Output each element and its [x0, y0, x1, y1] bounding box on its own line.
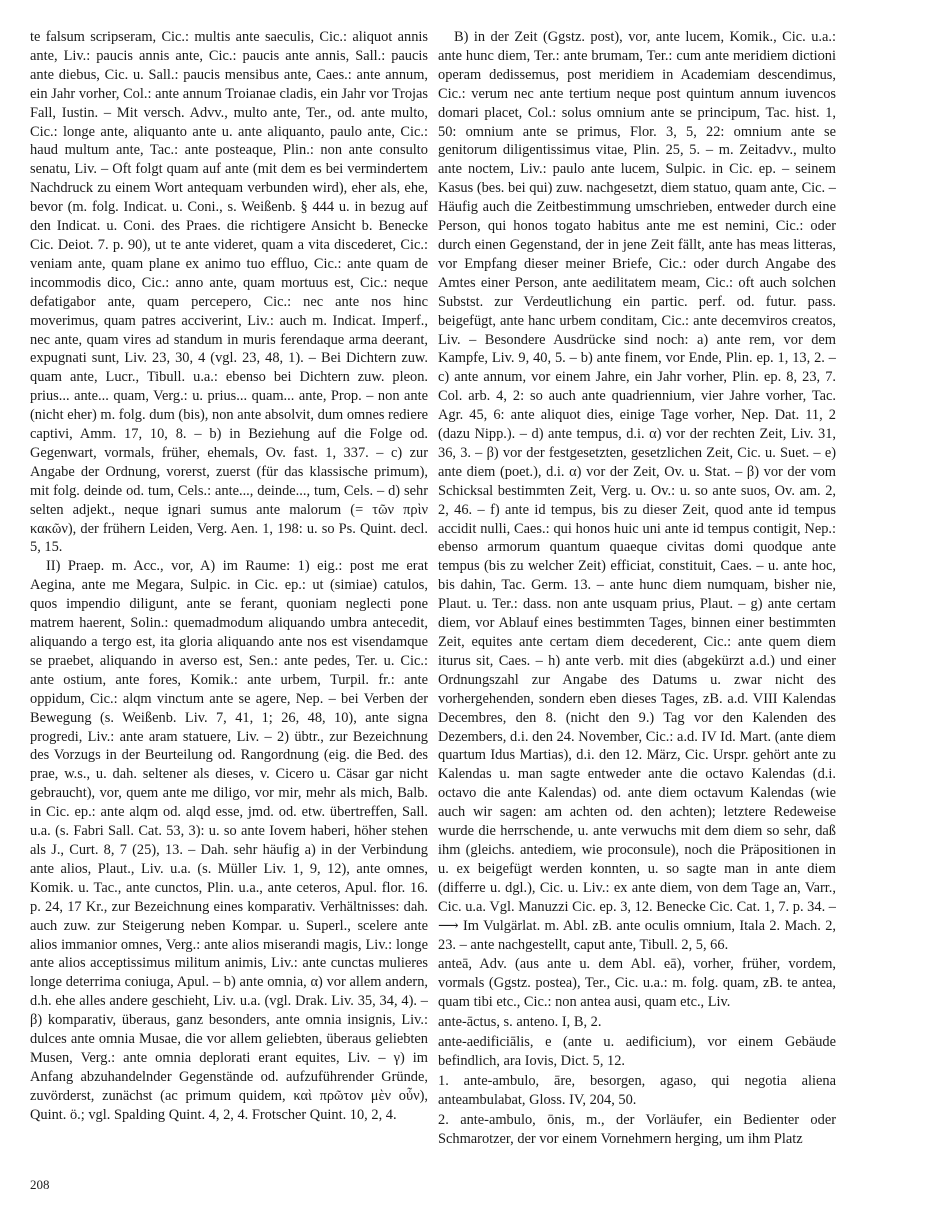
entry-ante-ambulo-noun: 2. ante-ambulo, ōnis, m., der Vorläufer, ein Bedienter oder Schmarotzer, der vor einem Vornehmern herging, um ihm Platz — [438, 1111, 836, 1147]
left-paragraph-praep: II) Praep. m. Acc., vor, A) im Raume: 1) eig.: post me erat Aegina, ante me Megara, Sulpic. in Cic. ep.: ut (simiae) catulos, quos impendio diligunt, ante se ferant, quoniam neglecti pone matrem haerent, Solin.: quemadmodum aliquando umbra antecedit, aliquando a tergo est, ita gloria aliquando ante nos est visendamque se praebet, aliquando in averso est, Sen.: ante pedes, Ter. u. Cic.: ante ostium, ante fores, Komik.: ante urbem, Turpil. fr.: ante oppidum, Cic.: alqm vinctum ante se agere, Nep. – bei Verben der Bewegung (s. Weißenb. Liv. 7, 41, 1; 26, 48, 10), ante signa progredi, Liv.: ante aram statuere, Liv. – 2) übtr., zur Bezeichnung des Vorzugs in der Beurteilung od. Rangordnung (eig. die Bed. des prae, w.s., u. dah. seltener als dieses, v. Cicero u. Cäsar gar nicht gebraucht), vor, quem ante me diligo, vor mir, mehr als mich, Balb. in Cic. ep.: ante alqm od. alqd esse, jmd. od. etw. übertreffen, Sall. u.a. (s. Fabri Sall. Cat. 53, 3): u. so ante Iovem haberi, höher stehen als J., Curt. 8, 7 (25), 13. – Dah. sehr häufig a) in der Verbindung ante alios, Plaut., Liv. u.a. (s. Müller Liv. 1, 9, 12), ante omnes, Komik. u. Tac., ante cunctos, Plin. u.a., ante ceteros, Apul. flor. 16. p. 24, 17 Kr., zur Bezeichnung eines komparativ. Verhältnisses: dah. auch zuw. zur Steigerung neben Kompar. u. Superl., scelere ante alios immanior omnes, Verg.: ante alios miserandi magis, Liv.: longe ante alios acceptissimus militum animis, Liv.: ante cunctas mulieres longe deterrima coniuga, Apul. – b) ante omnia, α) vor allem andern, d.h. ehe alles andere geschieht, Liv. u.a. (vgl. Drak. Liv. 35, 34, 4). – β) komparativ, überaus, ganz besonders, ante omnia insignis, Liv.: dulces ante omnia Musae, die vor allem geliebten, überaus geliebten Musen, Verg.: ante omnia deplorati erant equites, Liv. – γ) im Anfang abzuhandelnder Gegenstände od. aufzuführender Gründe, zuvörderst, zunächst (ac primum quidem, καὶ πρῶτον μὲν οὖν), Quint. ö.; vgl. Spalding Quint. 4, 2, 4. Frotscher Quint. 10, 2, 4. — [30, 558, 428, 1123]
right-column — [438, 28, 836, 1168]
entry-ante-actus: ante-āctus, s. anteno. I, B, 2. — [438, 1014, 602, 1031]
page-number: 208 — [30, 1177, 50, 1192]
entry-ante-ambulo-verb: 1. ante-ambulo, āre, besorgen, agaso, qui negotia aliena anteambulabat, Gloss. IV, 204, 50. — [438, 1072, 836, 1108]
left-paragraph-continuation: te falsum scripseram, Cic.: multis ante saeculis, Cic.: aliquot annis ante, Liv.: paucis annis ante, Cic.: paucis ante annis, Sall.: paucis ante diebus, Cic. u. Sall.: paucis mensibus ante, Caes.: ante annum, ein Jahr vorher, Col.: ante annum Troianae cladis, ein Jahr vor Trojas Fall, Iustin. – Mit versch. Advv., multo ante, Ter., od. ante multo, Cic.: longe ante, aliquanto ante u. ante aliquanto, paulo ante, Cic.: haud multum ante, Tac.: ante posteaque, Plin.: non ante consulto senatu, Liv. – Oft folgt quam auf ante (mit dem es bei vermindertem Nachdruck zu einem Wort antequam verbunden wird), eher als, ehe, bevor (m. folg. Indicat. u. Coni., s. Weißenb. § 444 u. in bezug auf den Indicat. u. Coni. des Praes. die richtigere Ansicht b. Benecke Cic. Deiot. 7. p. 90), ut te ante videret, quam a vita discederet, Cic.: veniam ante, quam plane ex animo tuo effluo, Cic.: ante quam de incommodis dico, Cic.: anno ante, quam mortuus est, Cic.: neque defatigabor ante, quam percepero, Cic.: nec ante nos hinc moverimus, quam patres acciverint, Liv.: auch m. Indicat. Imperf., nec ante, quam vires ad standum in muris ferendaque arma deerant, expugnati sunt, Liv. 23, 30, 4 (vgl. 23, 48, 1). – Bei Dichtern zuw. quam ante, Lucr., Tibull. u.a.: ebenso bei Dichtern zuw. pleon. prius... ante... quam, Verg.: u. prius... quam... ante, Prop. – non ante (nicht eher) m. folg. dum (bis), non ante absolvit, dum omnes rediere captivi, Amm. 17, 10, 8. – b) in Beziehung auf die Folge od. Gegenwart, vormals, früher, ehemals, Ov. fast. 1, 337. – c) zur Angabe der Ordnung, vorerst, zuerst (für das klassische primum), mit folg. deinde od. tum, Cels.: ante..., deinde..., tum, Cels. – d) sehr selten adjekt., neque ignari sumus ante malorum (= τῶν πρὶν κακῶν), der frühern Leiden, Verg. Aen. 1, 198: u. so Ps. Quint. decl. 5, 15. — [30, 29, 428, 556]
entry-ante-aedificialis: ante-aedificiālis, e (ante u. aedificium), vor einem Gebäude befindlich, ara Iovis, Dict. 5, 12. — [438, 1034, 836, 1069]
entry-antea: anteā, Adv. (aus ante u. dem Abl. eā), vorher, früher, vordem, vormals (Ggstz. postea), Ter., Cic. u.a.: m. folg. quam, zB. te antea, quam tibi etc., Cic.: non antea ausi, quam etc., Liv. — [438, 956, 836, 1011]
left-column — [30, 28, 428, 1168]
right-paragraph-zeit: B) in der Zeit (Ggstz. post), vor, ante lucem, Komik., Cic. u.a.: ante hunc diem, Ter.: ante brumam, Ter.: cum ante meridiem dictioni operam dedissemus, post meridiem in Academiam descendimus, Cic.: verum nec ante tertium neque post quintum annum iuvencos domari placet, Col.: solus omnium ante se principum, Tac. hist. 1, 50: omnium ante se primus, Flor. 3, 5, 22: omnium ante se genitorum diligentissimus vitae, Plin. 25, 5. – m. Zeitadvv., multo ante noctem, Liv.: paulo ante lucem, Sulpic. in Cic. ep. – seinem Kasus (bes. bei qui) zuw. nachgesetzt, diem statuo, quam ante, Cic. – Häufig auch die Zeitbestimmung umschrieben, entweder durch eine Person, qui honos togato habitus ante me est nemini, Cic.: oder durch einen Gegenstand, der in jene Zeit fällt, ante has meas litteras, vor Empfang dieser meiner Briefe, Cic.: oder durch Angabe des Amtes einer Person, ante aedilitatem meam, Cic.: oft auch solchen Substst. zur Verdeutlichung ein partic. perf. od. futur. pass. beigefügt, ante hanc urbem conditam, Cic.: ante decemviros creatos, Liv. – Besondere Ausdrücke sind noch: a) ante rem, vor dem Kampfe, Liv. 9, 40, 5. – b) ante finem, vor Ende, Plin. ep. 1, 13, 2. – c) ante annum, vor einem Jahre, ein Jahr vorher, Plin. ep. 8, 23, 7. Col. arb. 4, 2: so auch ante quadriennium, vier Jahre vorher, Tac. Agr. 45, 6: ante aliquot dies, einige Tage vorher, Nep. Dat. 11, 2 (dazu Nipp.). – d) ante tempus, d.i. α) vor der rechten Zeit, Liv. 31, 36, 3. – β) vor der festgesetzten, gesetzlichen Zeit, Cic. u. Suet. – e) ante diem (poet.), d.i. α) vor der Zeit, Ov. u. Stat. – β) vor der vom Schicksal bestimmten Zeit, Verg. u. Ov.: u. so ante suos, Ov. am. 2, 2, 46. – f) ante id tempus, bis zu dieser Zeit, quod ante id tempus accidit nulli, Caes.: qui honos huic uni ante id tempus contigit, Nep.: ebenso armorum quantum quaeque civitas domi quodque ante tempus (bis zu welcher Zeit) efficiat, constituit, Caes. – u. ante hoc, bis dahin, Tac. Germ. 13. – ante hunc diem numquam, bisher nie, Plaut. u. Ter.: dass. non ante usquam prius, Plaut. – g) ante certam diem, vor Ablauf eines bestimmten Tages, binnen einer bestimmten Zeit, equites ante certam diem decederent, Cic.: ante quem diem iturus sit, Caes. – h) ante verb. mit dies (abgekürzt a.d.) und einer Ordnungszahl zur Angabe des Datums u. zwar nicht des vorhergehenden, sondern eben dieses Tages, zB. a.d. VIII Kalendas Decembres, den 8. (nicht den 9.) Tag vor den Kalenden des Dezembers, d.i. den 24. November, Cic.: a.d. IV Id. Mart. (ante diem quartum Idus Martias), d.i. den 12. März, Cic. Urspr. gehört ante zu Kalendas u. man sagte entweder ante die octavo Kalendas (d.i. octavo die ante Kalendas) od. ante diem octavum Kalendas (wie auch wir sagen: am achten od. den achten); letztere Redeweise wurde die herrschende, u. ante verwuchs mit dem diem so sehr, daß ihm (gleichs. antediem, wie proconsule), noch die Präpositionen in u. ex beigefügt werden konnten, u. so sagte man in ante diem (differre u. dgl.), Cic. u. Liv.: ex ante diem, von dem Tage an, Varr., Cic. u.a. Vgl. Manuzzi Cic. ep. 3, 12. Benecke Cic. Cat. 1, 7. p. 34. – ⟶ Im Vulgärlat. m. Abl. zB. ante oculis omnium, Itala 2. Mach. 2, 23. – ante nachgestellt, caput ante, Tibull. 2, 5, 66. — [438, 29, 836, 953]
